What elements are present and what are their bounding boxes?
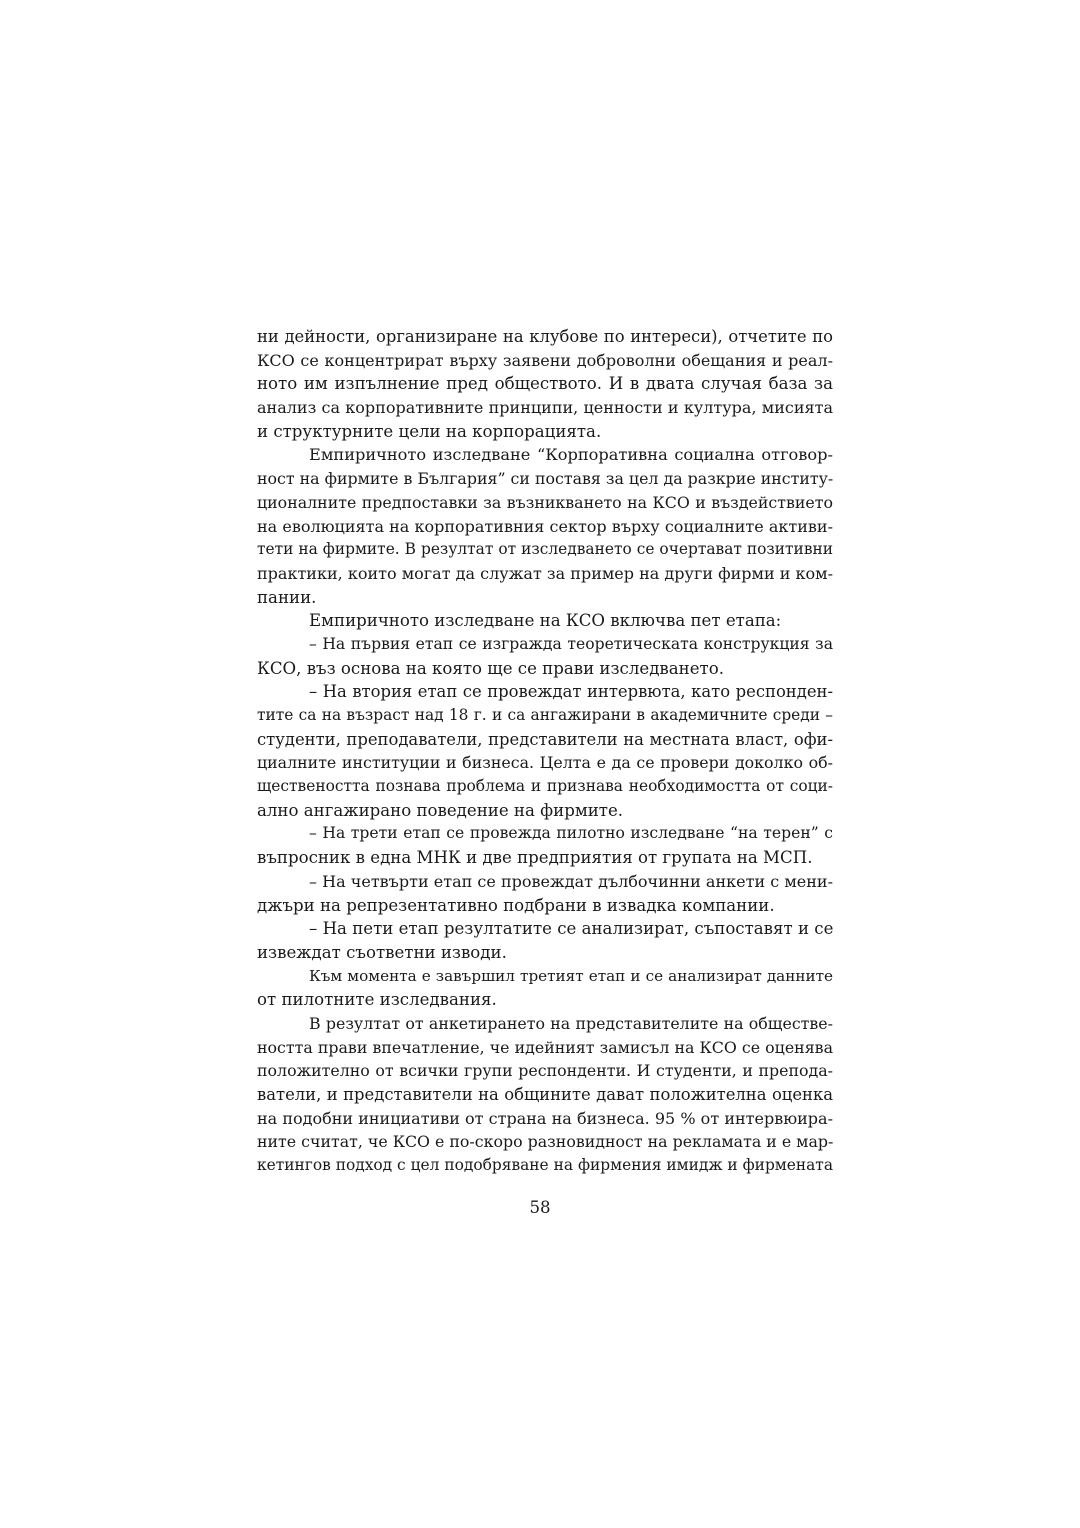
text-line: ществеността познава проблема и признава необходимостта от соци- (257, 777, 833, 796)
text-line: ватели, и представители на общините дават положителна оценка (257, 1085, 833, 1104)
text-line: ност на фирмите в България” си поставя за цел да разкрие институ- (257, 469, 834, 489)
text-line: ално ангажирано поведение на фирмите. (257, 800, 624, 820)
text-line: ните считат, че КСО е по-скоро разновидност на рекламата и е мар- (257, 1132, 834, 1152)
text-line: В резултат от анкетирането на представителите на обществе- (309, 1013, 833, 1033)
text-line: студенти, преподаватели, представители на местната власт, офи- (257, 729, 833, 749)
text-line: – На трети етап се провежда пилотно изследване “на терен” с (309, 824, 833, 843)
text-line: въпросник в една МНК и две предприятия от групата на МСП. (257, 848, 813, 868)
text-line: кетингов подход с цел подобряване на фирмения имидж и фирмената (257, 1156, 833, 1175)
text-line: КСО се концентрират върху заявени доброволни обещания и реал- (257, 350, 833, 370)
text-line: циалните институции и бизнеса. Целта е да се провери доколко об- (257, 753, 833, 773)
text-line: извеждат съответни изводи. (257, 942, 507, 962)
text-line: ни дейности, организиране на клубове по интереси), отчетите по (257, 327, 833, 346)
text-line: положително от всички групи респонденти. И студенти, и препода- (257, 1061, 833, 1081)
body-text (257, 325, 833, 1178)
text-line: на подобни инициативи от страна на бизнеса. 95 % от интервюира- (257, 1108, 833, 1128)
text-line: – На първия етап се изгражда теоретическата конструкция за (309, 634, 833, 653)
text-line: от пилотните изследвания. (257, 990, 497, 1010)
text-line: на еволюцията на корпоративния сектор върху социалните активи- (257, 516, 833, 536)
text-line: – На четвърти етап се провеждат дълбочинни анкети с мени- (309, 871, 833, 891)
text-line: пании. (257, 587, 317, 607)
text-line: и структурните цели на корпорацията. (257, 421, 602, 441)
text-line: практики, които могат да служат за пример на други фирми и ком- (257, 563, 833, 583)
text-line: Емпиричното изследване “Корпоративна социална отговор- (309, 445, 833, 465)
text-line: Емпиричното изследване на КСО включва пет етапа: (309, 611, 782, 631)
text-line: анализ са корпоративните принципи, ценности и култура, мисията (257, 398, 833, 418)
text-line: тети на фирмите. В резултат от изследването се очертават позитивни (257, 540, 833, 559)
text-line: – На пети етап резултатите се анализират, съпоставят и се (309, 919, 834, 939)
text-line: ното им изпълнение пред обществото. И в двата случая база за (257, 374, 833, 394)
page-number: 58 (529, 1198, 551, 1217)
text-line: Към момента е завършил третият етап и се анализират данните (309, 966, 833, 985)
text-line: – На втория етап се провеждат интервюта, като респонден- (309, 682, 833, 702)
text-line: ционалните предпоставки за възникването на КСО и въздействието (257, 492, 833, 512)
text-line: ността прави впечатление, че идейният замисъл на КСО се оценява (257, 1037, 833, 1057)
text-line: тите са на възраст над 18 г. и са ангажирани в академичните среди – (257, 706, 833, 724)
text-line: КСО, въз основа на която ще се прави изследването. (257, 658, 724, 678)
text-line: джъри на репрезентативно подбрани в извадка компании. (257, 895, 775, 915)
